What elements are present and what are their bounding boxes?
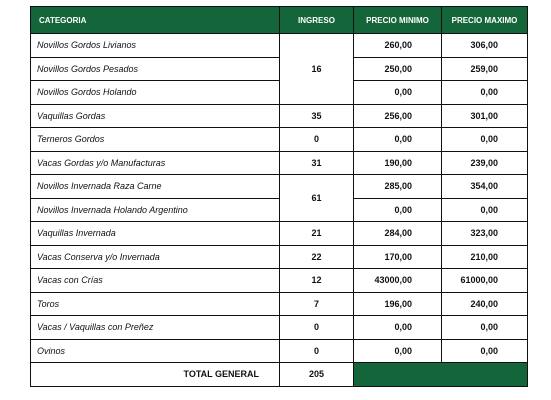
table-row [31,175,528,199]
table-row [31,198,528,222]
row-ingreso: 0 [280,128,354,152]
table-row [31,316,528,340]
table-row [31,292,528,316]
row-precio-maximo: 306,00 [442,34,528,58]
row-categoria: Vacas Gordas y/o Manufacturas [31,151,280,175]
total-green-fill [354,363,528,387]
row-precio-minimo: 170,00 [354,245,442,269]
row-precio-maximo: 240,00 [442,292,528,316]
row-precio-maximo: 61000,00 [442,269,528,293]
row-precio-minimo: 0,00 [354,316,442,340]
row-categoria: Novillos Gordos Livianos [31,34,280,58]
row-precio-minimo: 0,00 [354,339,442,363]
row-ingreso: 61 [280,175,354,222]
row-ingreso: 35 [280,104,354,128]
row-precio-minimo: 196,00 [354,292,442,316]
table-row [31,222,528,246]
total-label: TOTAL GENERAL [31,363,280,387]
table-header-row [31,7,528,34]
row-precio-maximo: 323,00 [442,222,528,246]
row-precio-maximo: 0,00 [442,128,528,152]
header-categoria: CATEGORIA [31,7,280,34]
table-row [31,34,528,58]
table-row [31,269,528,293]
row-categoria: Vacas Conserva y/o Invernada [31,245,280,269]
row-categoria: Vacas con Crías [31,269,280,293]
header-precio-maximo: PRECIO MAXIMO [442,7,528,34]
total-value: 205 [280,363,354,387]
row-precio-maximo: 0,00 [442,198,528,222]
row-ingreso: 31 [280,151,354,175]
table-row [31,57,528,81]
row-categoria: Vaquillas Invernada [31,222,280,246]
table-row [31,151,528,175]
row-precio-minimo: 190,00 [354,151,442,175]
row-categoria: Terneros Gordos [31,128,280,152]
total-row [31,363,528,387]
table-row [31,128,528,152]
row-precio-minimo: 284,00 [354,222,442,246]
row-ingreso: 22 [280,245,354,269]
row-precio-minimo: 0,00 [354,81,442,105]
row-precio-minimo: 260,00 [354,34,442,58]
row-precio-maximo: 354,00 [442,175,528,199]
row-categoria: Toros [31,292,280,316]
row-precio-maximo: 0,00 [442,81,528,105]
row-precio-minimo: 250,00 [354,57,442,81]
row-precio-maximo: 0,00 [442,316,528,340]
row-categoria: Novillos Gordos Pesados [31,57,280,81]
row-precio-maximo: 210,00 [442,245,528,269]
table-row [31,339,528,363]
row-categoria: Novillos Invernada Holando Argentino [31,198,280,222]
row-ingreso: 0 [280,316,354,340]
row-precio-maximo: 301,00 [442,104,528,128]
row-categoria: Ovinos [31,339,280,363]
table-row [31,104,528,128]
row-precio-minimo: 256,00 [354,104,442,128]
header-ingreso: INGRESO [280,7,354,34]
row-ingreso: 12 [280,269,354,293]
table-row [31,245,528,269]
row-precio-minimo: 285,00 [354,175,442,199]
row-categoria: Novillos Invernada Raza Carne [31,175,280,199]
header-precio-minimo: PRECIO MINIMO [354,7,442,34]
row-precio-maximo: 239,00 [442,151,528,175]
table-row [31,81,528,105]
row-precio-maximo: 0,00 [442,339,528,363]
row-ingreso: 16 [280,34,354,105]
row-ingreso: 7 [280,292,354,316]
row-ingreso: 0 [280,339,354,363]
row-categoria: Vaquillas Gordas [31,104,280,128]
row-categoria: Novillos Gordos Holando [31,81,280,105]
row-precio-minimo: 43000,00 [354,269,442,293]
row-ingreso: 21 [280,222,354,246]
row-precio-maximo: 259,00 [442,57,528,81]
row-precio-minimo: 0,00 [354,198,442,222]
row-categoria: Vacas / Vaquillas con Preñez [31,316,280,340]
row-precio-minimo: 0,00 [354,128,442,152]
livestock-prices-table [30,6,528,387]
